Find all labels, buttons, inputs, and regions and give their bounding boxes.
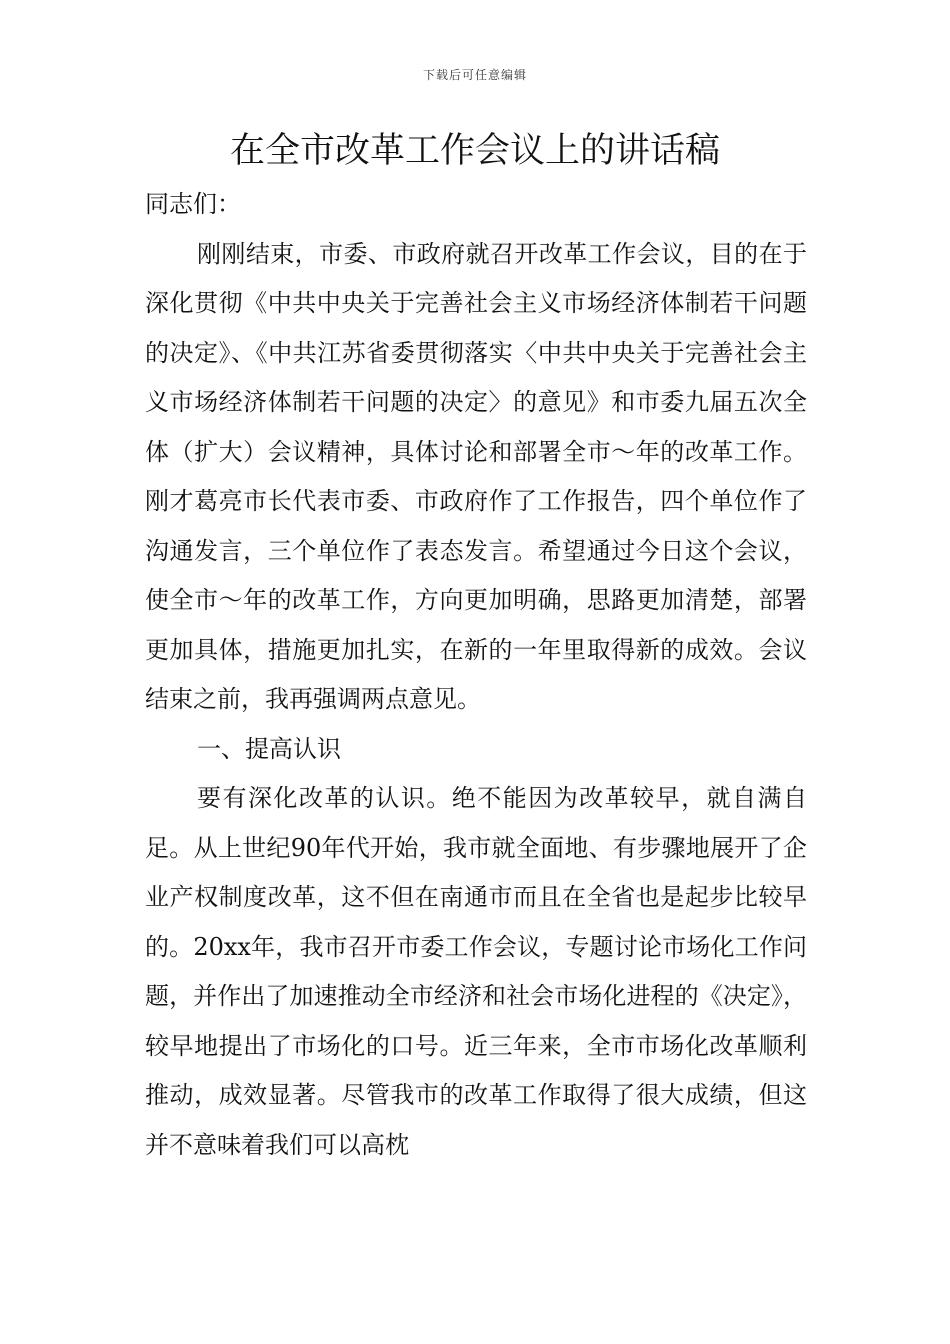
- header-note: 下载后可任意编辑: [422, 68, 527, 82]
- document-title: 在全市改革工作会议上的讲话稿: [229, 131, 720, 171]
- salutation: 同志们：: [145, 190, 241, 218]
- section-heading: 一、提高认识: [197, 734, 341, 763]
- paragraph-reform-awareness: 要有深化改革的认识。绝不能因为改革较早，就自满自足。从上世纪90年代开始，我市就全面地、有步骤地展开了企业产权制度改革，这不但在南通市而且在全省也是起步比较早的。20xx年，我市召开市委工作会议，专题讨论市场化工作问题，并作出了加速推动全市经济和社会市场化进程的《决定》，较早地提出了市场化的口号。近三年来，全市市场化改革顺利推动，成效显著。尽管我市的改革工作取得了很大成绩，但这并不意味着我们可以高枕: [145, 784, 807, 1159]
- paragraph-intro: 刚刚结束，市委、市政府就召开改革工作会议，目的在于深化贯彻《中共中央关于完善社会主义市场经济体制若干问题的决定》、《中共江苏省委贯彻落实〈中共中央关于完善社会主义市场经济体制若干问题的决定〉的意见》和市委九届五次全体（扩大）会议精神，具体讨论和部署全市～年的改革工作。刚才葛亮市长代表市委、市政府作了工作报告，四个单位作了沟通发言，三个单位作了表态发言。希望通过今日这个会议，使全市～年的改革工作，方向更加明确，思路更加清楚，部署更加具体，措施更加扎实，在新的一年里取得新的成效。会议结束之前，我再强调两点意见。: [145, 239, 807, 713]
- document-body: [145, 180, 807, 1170]
